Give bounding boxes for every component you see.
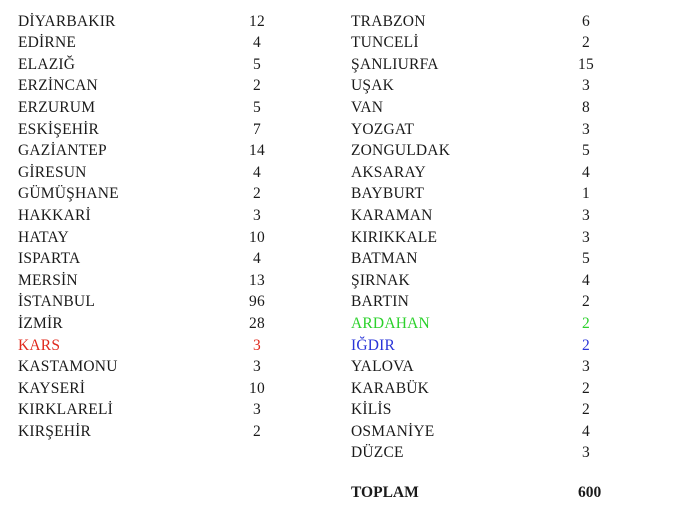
table-row (18, 119, 278, 141)
province-count: 5 (582, 142, 590, 160)
table-row (18, 162, 278, 184)
province-name: HATAY (18, 228, 69, 246)
table-row (351, 291, 631, 313)
province-count: 3 (582, 120, 590, 138)
province-name: OSMANİYE (351, 422, 435, 440)
province-name: AKSARAY (351, 163, 426, 181)
province-count: 3 (253, 336, 261, 354)
province-count: 4 (253, 250, 261, 268)
province-name: KARABÜK (351, 379, 430, 397)
province-name: KIRŞEHİR (18, 422, 92, 440)
province-count: 5 (253, 55, 261, 73)
province-name: ERZİNCAN (18, 77, 98, 95)
province-name: EDİRNE (18, 34, 77, 52)
table-row (18, 75, 278, 97)
province-name: ŞIRNAK (351, 271, 410, 289)
table-row (18, 54, 278, 76)
province-count: 28 (249, 314, 265, 332)
table-row (351, 421, 631, 443)
table-row (18, 32, 278, 54)
province-name: ESKİŞEHİR (18, 120, 100, 138)
province-name: ARDAHAN (351, 314, 430, 332)
table-row (351, 270, 631, 292)
province-name: TUNCELİ (351, 34, 419, 52)
province-name: GİRESUN (18, 163, 87, 181)
table-row (351, 162, 631, 184)
province-name: YALOVA (351, 358, 414, 376)
province-count: 4 (253, 34, 261, 52)
table-row (351, 399, 631, 421)
province-count: 3 (253, 401, 261, 419)
province-name: VAN (351, 98, 384, 116)
province-name: ELAZIĞ (18, 55, 76, 73)
table-row (18, 313, 278, 335)
table-row (351, 227, 631, 249)
province-count: 3 (582, 228, 590, 246)
table-row (351, 11, 631, 33)
table-row (351, 75, 631, 97)
table-row (351, 97, 631, 119)
table-row (351, 205, 631, 227)
province-count: 15 (578, 55, 594, 73)
province-count: 4 (253, 163, 261, 181)
province-name: HAKKARİ (18, 206, 91, 224)
table-row (18, 378, 278, 400)
province-name: TRABZON (351, 12, 426, 30)
table-row (351, 356, 631, 378)
total-label: TOPLAM (351, 484, 419, 501)
province-count: 2 (582, 379, 590, 397)
province-count: 4 (582, 271, 590, 289)
table-row (18, 227, 278, 249)
table-row (18, 205, 278, 227)
table-row (351, 248, 631, 270)
province-count: 14 (249, 142, 265, 160)
province-count: 2 (253, 422, 261, 440)
province-name: ZONGULDAK (351, 142, 451, 160)
table-row (351, 378, 631, 400)
province-name: ERZURUM (18, 98, 96, 116)
table-row (18, 183, 278, 205)
table-row (18, 399, 278, 421)
table-row (351, 335, 631, 357)
province-count: 2 (582, 293, 590, 311)
province-name: GAZİANTEP (18, 142, 107, 160)
table-row (18, 421, 278, 443)
province-count: 3 (253, 358, 261, 376)
table-row (18, 291, 278, 313)
province-count: 8 (582, 98, 590, 116)
province-name: KARS (18, 336, 61, 354)
table-row (18, 356, 278, 378)
table-row (351, 313, 631, 335)
province-name: DİYARBAKIR (18, 12, 116, 30)
table-row (351, 442, 631, 464)
province-count: 13 (249, 271, 265, 289)
province-count: 2 (582, 314, 590, 332)
province-count: 5 (253, 98, 261, 116)
province-name: KİLİS (351, 401, 392, 419)
province-count: 2 (253, 77, 261, 95)
right-column (351, 0, 631, 464)
province-name: ISPARTA (18, 250, 81, 268)
table-row (18, 270, 278, 292)
province-name: ŞANLIURFA (351, 55, 439, 73)
table-row (18, 140, 278, 162)
table-row (18, 97, 278, 119)
table-row (351, 140, 631, 162)
province-count: 2 (582, 34, 590, 52)
province-count: 5 (582, 250, 590, 268)
province-count: 6 (582, 12, 590, 30)
province-name: UŞAK (351, 77, 395, 95)
province-count: 3 (582, 206, 590, 224)
province-count: 3 (582, 444, 590, 462)
province-count: 2 (253, 185, 261, 203)
province-name: KARAMAN (351, 206, 433, 224)
province-name: İZMİR (18, 314, 63, 332)
province-count: 3 (582, 77, 590, 95)
province-count: 3 (253, 206, 261, 224)
province-count: 7 (253, 120, 261, 138)
province-count: 4 (582, 422, 590, 440)
province-name: KIRKLARELİ (18, 401, 113, 419)
province-name: DÜZCE (351, 444, 404, 462)
province-name: BATMAN (351, 250, 418, 268)
province-count: 96 (249, 293, 265, 311)
province-count: 4 (582, 163, 590, 181)
province-name: BAYBURT (351, 185, 425, 203)
province-name: IĞDIR (351, 336, 396, 354)
province-name: MERSİN (18, 271, 78, 289)
province-count: 10 (249, 379, 265, 397)
table-row (351, 119, 631, 141)
province-count: 1 (582, 185, 590, 203)
total-value: 600 (578, 484, 602, 501)
province-name: İSTANBUL (18, 293, 95, 311)
left-column (18, 0, 278, 442)
province-name: KASTAMONU (18, 358, 118, 376)
table-row (351, 54, 631, 76)
province-count: 3 (582, 358, 590, 376)
province-name: BARTIN (351, 293, 409, 311)
province-name: YOZGAT (351, 120, 415, 138)
province-count: 10 (249, 228, 265, 246)
table-row (18, 248, 278, 270)
table-row (351, 183, 631, 205)
province-name: KAYSERİ (18, 379, 86, 397)
province-name: GÜMÜŞHANE (18, 185, 119, 203)
table-row (351, 32, 631, 54)
province-count: 2 (582, 336, 590, 354)
table-row (18, 11, 278, 33)
province-name: KIRIKKALE (351, 228, 438, 246)
table-row (18, 335, 278, 357)
province-count: 2 (582, 401, 590, 419)
province-count: 12 (249, 12, 265, 30)
